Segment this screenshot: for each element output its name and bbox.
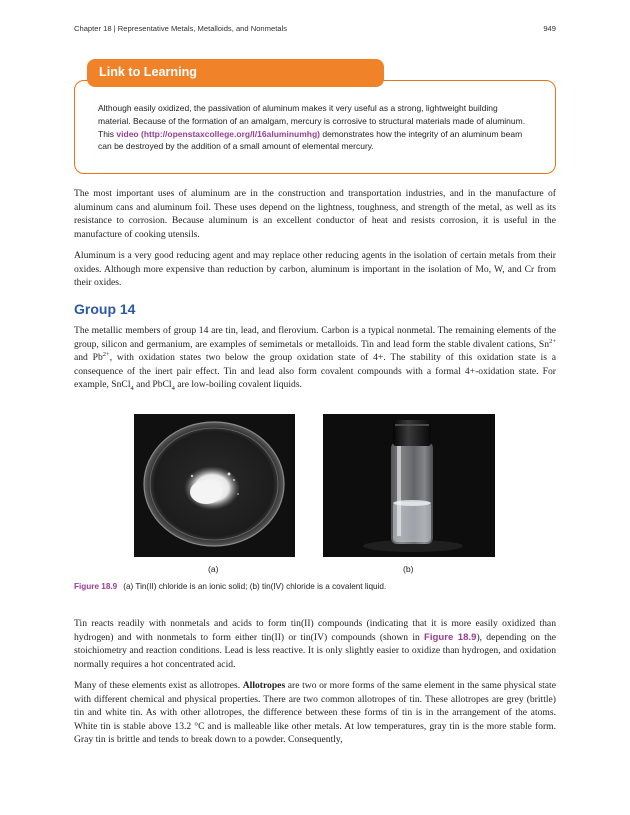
link-to-learning-title: Link to Learning — [87, 59, 384, 87]
paragraph-aluminum-reducing: Aluminum is a very good reducing agent and may replace other reducing agents in the isolation of certain metals from their oxides. Although more expensive than reduction by carbon, aluminum is important in the isolation of Mo, W, and Cr from their oxides. — [74, 250, 556, 289]
p3-sub-1: 4 — [130, 385, 134, 393]
figure-caption — [74, 582, 556, 591]
figure-caption-text: (a) Tin(II) chloride is an ionic solid; (b) tin(IV) chloride is a covalent liquid. — [123, 582, 387, 591]
ltl-text-before: Although easily oxidized, the passivation of aluminum makes it very useful as a strong, lightweight building material. Because of the formation of an amalgam, mercury is corrosive to structural materials made of aluminum. This — [98, 103, 526, 139]
allotropes-term: Allotropes — [242, 680, 286, 691]
p3-text-e: are low-boiling covalent liquids. — [174, 379, 302, 391]
p3-text-b: and Pb — [74, 352, 103, 364]
figure-number: Figure 18.9 — [74, 582, 118, 591]
paragraph-allotropes — [74, 679, 556, 747]
p5-text-b: are two or more forms of the same element in the same physical state with different chemical and physical properties. There are two common allotropes of tin. These allotropes are grey (brittle) tin and white tin. As with other allotropes, the difference between these forms of tin is in the arrangement of the atoms. White tin is stable above 13.2 °C and is malleable like other metals. At low temperatures, gray tin is the more stable form. Gray tin is brittle and tends to break down to a powder. Consequently, — [74, 680, 556, 746]
running-head — [74, 24, 556, 38]
p3-text-c: , with oxidation states two below the group oxidation state of 4+. The stability of this oxidation state is a consequence of the inert pair effect. Tin and lead also form covalent compounds with a formal 4+-oxidation state. For example, SnCl — [74, 352, 556, 391]
p3-sup-1: 2+ — [549, 337, 556, 345]
page-number: 949 — [543, 24, 556, 33]
p3-text-a: The metallic members of group 14 are tin, lead, and flerovium. Carbon is a typical nonmetal. The remaining elements of the group, silicon and germanium, are examples of semimetals or metalloids. Tin and lead form the stable divalent cations, Sn — [74, 325, 556, 350]
video-link[interactable]: video (http://openstaxcollege.org/l/16aluminumhg) — [116, 128, 320, 139]
figure-label-b: (b) — [403, 564, 414, 574]
paragraph-aluminum-uses: The most important uses of aluminum are in the construction and transportation industries, and in the manufacture of aluminum cans and aluminum foil. These uses depend on the lightness, toughness, and strength of the metal, as well as its resistance to corrosion. Because aluminum is an excellent conductor of heat and resists corrosion, it is useful in the manufacture of cooking utensils. — [74, 188, 556, 240]
p3-sub-2: 4 — [171, 385, 175, 393]
paragraph-tin-reactions — [74, 617, 556, 671]
p4-text-b: ), depending on the stoichiometry and reaction conditions. Lead is less reactive. It is only slightly easier to oxidize than hydrogen, and oxidation normally requires a hot concentrated acid. — [74, 631, 556, 670]
ltl-text-after: demonstrates how the integrity of an aluminum beam can be destroyed by the addition of a small amount of elemental mercury. — [98, 128, 523, 152]
p3-sup-2: 2+ — [102, 351, 110, 358]
section-heading-group-14: Group 14 — [74, 301, 136, 317]
figure-label-a: (a) — [208, 564, 219, 574]
tin-iv-chloride-photo — [323, 414, 495, 557]
figure-reference-link[interactable]: Figure 18.9 — [424, 631, 477, 643]
link-to-learning-text — [98, 102, 528, 153]
paragraph-group-14 — [74, 324, 556, 392]
tin-ii-chloride-photo — [134, 414, 295, 557]
p3-text-d: and PbCl — [133, 379, 172, 391]
p4-text-a: Tin reacts readily with nonmetals and acids to form tin(II) compounds (indicating that it is more easily oxidized than hydrogen) and with nonmetals to form either tin(II) or tin(IV) compounds (shown in — [74, 618, 556, 643]
p5-text-a: Many of these elements exist as allotropes. — [74, 680, 243, 691]
chapter-title: Chapter 18 | Representative Metals, Metalloids, and Nonmetals — [74, 24, 288, 33]
